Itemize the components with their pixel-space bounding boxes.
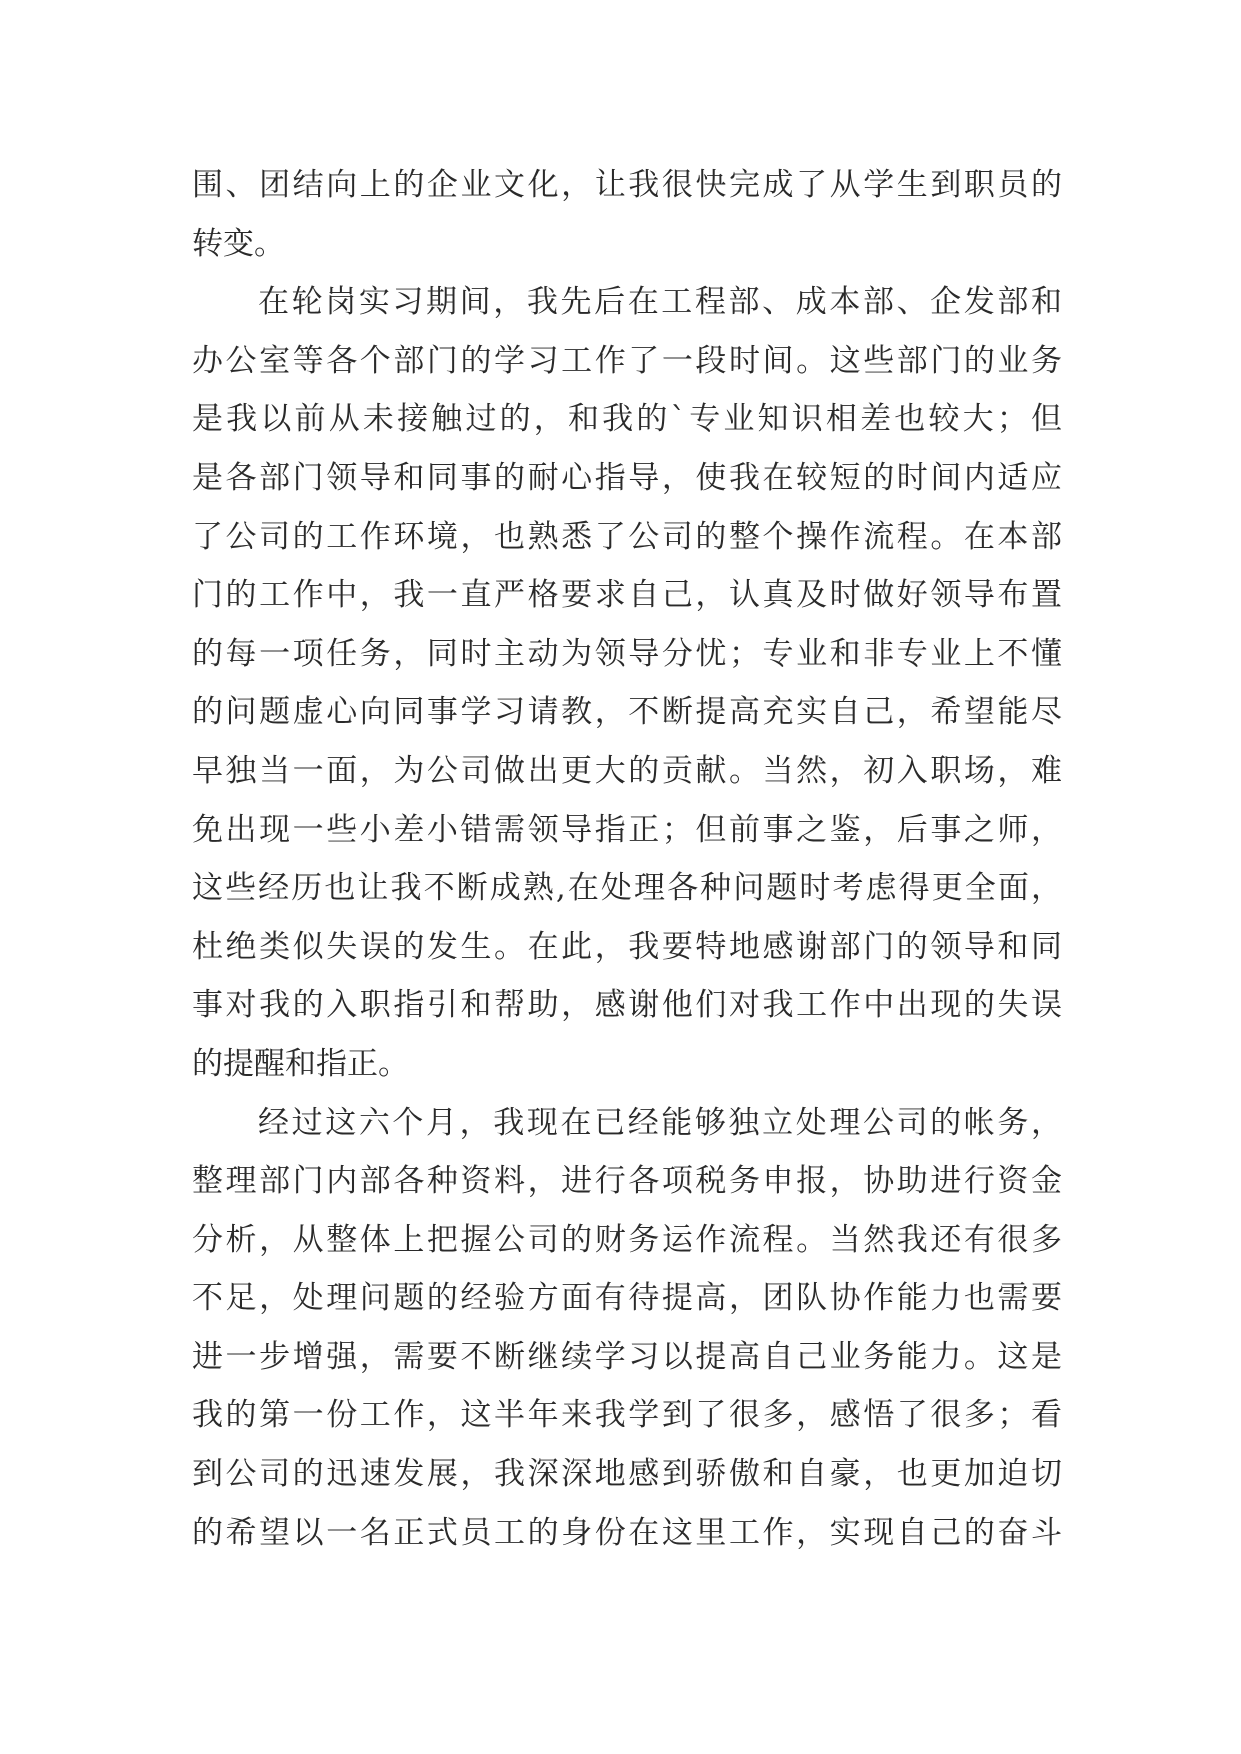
text-line: 不足，处理问题的经验方面有待提高，团队协作能力也需要 [192, 1280, 1062, 1317]
text-line: 门的工作中，我一直严格要求自己，认真及时做好领导布置 [192, 577, 1062, 614]
text-line: 这些经历也让我不断成熟,在处理各种问题时考虑得更全面， [192, 870, 1062, 907]
text-line: 事对我的入职指引和帮助，感谢他们对我工作中出现的失误 [192, 987, 1062, 1024]
text-line: 杜绝类似失误的发生。在此，我要特地感谢部门的领导和同 [192, 928, 1062, 965]
text-line: 分析，从整体上把握公司的财务运作流程。当然我还有很多 [192, 1221, 1062, 1258]
text-line: 我的第一份工作，这半年来我学到了很多，感悟了很多；看 [192, 1397, 1062, 1434]
text-line: 的问题虚心向同事学习请教，不断提高充实自己，希望能尽 [192, 694, 1062, 731]
text-line: 的每一项任务，同时主动为领导分忧；专业和非专业上不懂 [192, 635, 1062, 672]
text-line: 经过这六个月，我现在已经能够独立处理公司的帐务， [258, 1104, 1062, 1141]
text-line: 的希望以一名正式员工的身份在这里工作，实现自己的奋斗 [192, 1514, 1062, 1551]
text-line: 早独当一面，为公司做出更大的贡献。当然，初入职场，难 [192, 752, 1062, 789]
body-text [192, 156, 1062, 1562]
text-line: 到公司的迅速发展，我深深地感到骄傲和自豪，也更加迫切 [192, 1456, 1062, 1493]
text-line: 围、团结向上的企业文化，让我很快完成了从学生到职员的 [192, 167, 1062, 203]
text-line: 整理部门内部各种资料，进行各项税务申报，协助进行资金 [192, 1163, 1062, 1200]
text-line: 是各部门领导和同事的耐心指导，使我在较短的时间内适应 [192, 459, 1062, 496]
text-line: 办公室等各个部门的学习工作了一段时间。这些部门的业务 [192, 342, 1062, 379]
text-line: 的提醒和指正。 [192, 1045, 409, 1082]
text-line: 是我以前从未接触过的，和我的`专业知识相差也较大；但 [192, 401, 1062, 438]
text-line: 进一步增强，需要不断继续学习以提高自己业务能力。这是 [192, 1338, 1062, 1375]
text-line: 转变。 [192, 225, 285, 262]
text-line: 免出现一些小差小错需领导指正；但前事之鉴，后事之师， [192, 811, 1062, 848]
text-line: 在轮岗实习期间，我先后在工程部、成本部、企发部和 [258, 284, 1062, 321]
text-line: 了公司的工作环境，也熟悉了公司的整个操作流程。在本部 [192, 518, 1062, 555]
